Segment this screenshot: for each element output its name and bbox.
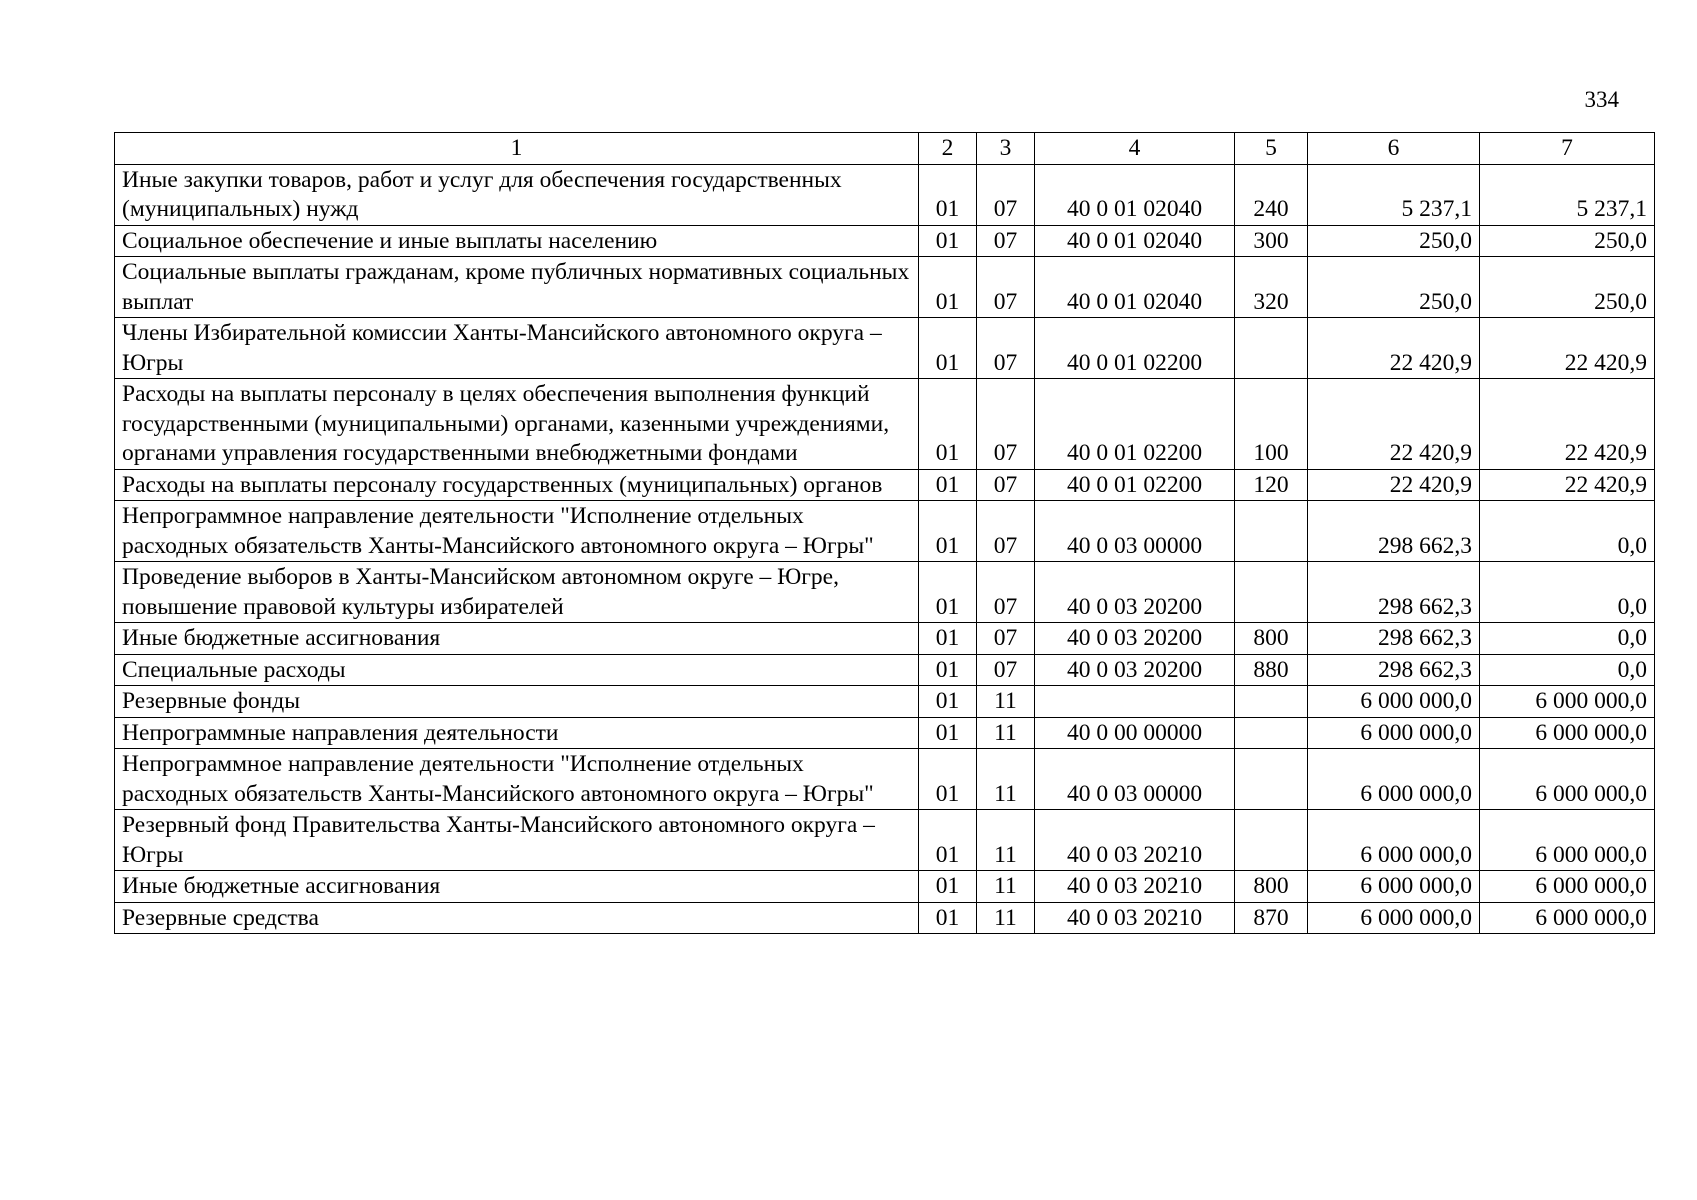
row-section-code: 01	[919, 810, 977, 871]
row-section-code: 01	[919, 164, 977, 225]
table-row	[115, 717, 1655, 749]
column-header-3: 3	[977, 133, 1035, 165]
row-target-article: 40 0 00 00000	[1035, 717, 1235, 749]
row-amount-col6: 250,0	[1308, 225, 1480, 257]
row-amount-col6: 250,0	[1308, 257, 1480, 318]
row-section-code: 01	[919, 902, 977, 934]
table-row	[115, 164, 1655, 225]
column-header-4: 4	[1035, 133, 1235, 165]
row-description: Резервные фонды	[115, 686, 919, 718]
row-expense-type	[1235, 686, 1308, 718]
row-subsection-code: 07	[977, 469, 1035, 501]
row-amount-col7: 250,0	[1480, 225, 1655, 257]
row-amount-col7: 250,0	[1480, 257, 1655, 318]
row-amount-col6: 298 662,3	[1308, 623, 1480, 655]
row-description: Специальные расходы	[115, 654, 919, 686]
row-subsection-code: 07	[977, 501, 1035, 562]
row-amount-col6: 6 000 000,0	[1308, 871, 1480, 903]
row-target-article: 40 0 01 02040	[1035, 257, 1235, 318]
column-header-2: 2	[919, 133, 977, 165]
row-amount-col6: 6 000 000,0	[1308, 902, 1480, 934]
table-row	[115, 379, 1655, 470]
table-row	[115, 686, 1655, 718]
row-amount-col6: 22 420,9	[1308, 318, 1480, 379]
row-subsection-code: 07	[977, 562, 1035, 623]
row-subsection-code: 07	[977, 164, 1035, 225]
row-amount-col7: 6 000 000,0	[1480, 717, 1655, 749]
row-description: Социальные выплаты гражданам, кроме публичных нормативных социальных выплат	[115, 257, 919, 318]
row-description: Непрограммное направление деятельности "Исполнение отдельных расходных обязательств Ханты-Мансийского автономного округа – Югры"	[115, 749, 919, 810]
row-amount-col6: 22 420,9	[1308, 379, 1480, 470]
row-target-article: 40 0 03 20210	[1035, 902, 1235, 934]
column-header-1: 1	[115, 133, 919, 165]
row-description: Резервный фонд Правительства Ханты-Мансийского автономного округа – Югры	[115, 810, 919, 871]
table-row	[115, 623, 1655, 655]
row-section-code: 01	[919, 562, 977, 623]
row-description: Расходы на выплаты персоналу в целях обеспечения выполнения функций государственными (муниципальными) органами, казенными учреждениями, органами управления государственными внебюджетными фондами	[115, 379, 919, 470]
row-expense-type: 100	[1235, 379, 1308, 470]
row-subsection-code: 07	[977, 654, 1035, 686]
row-amount-col7: 0,0	[1480, 562, 1655, 623]
row-amount-col7: 6 000 000,0	[1480, 686, 1655, 718]
row-description: Непрограммное направление деятельности "Исполнение отдельных расходных обязательств Ханты-Мансийского автономного округа – Югры"	[115, 501, 919, 562]
row-expense-type: 800	[1235, 623, 1308, 655]
row-amount-col7: 6 000 000,0	[1480, 749, 1655, 810]
row-amount-col6: 6 000 000,0	[1308, 810, 1480, 871]
row-target-article: 40 0 03 00000	[1035, 501, 1235, 562]
row-amount-col6: 6 000 000,0	[1308, 717, 1480, 749]
column-header-5: 5	[1235, 133, 1308, 165]
row-expense-type	[1235, 749, 1308, 810]
row-description: Непрограммные направления деятельности	[115, 717, 919, 749]
row-section-code: 01	[919, 623, 977, 655]
row-section-code: 01	[919, 717, 977, 749]
row-target-article: 40 0 01 02200	[1035, 318, 1235, 379]
table-row	[115, 562, 1655, 623]
row-section-code: 01	[919, 501, 977, 562]
row-amount-col7: 0,0	[1480, 623, 1655, 655]
table-row	[115, 871, 1655, 903]
row-amount-col6: 5 237,1	[1308, 164, 1480, 225]
row-section-code: 01	[919, 654, 977, 686]
row-subsection-code: 11	[977, 810, 1035, 871]
budget-table	[114, 132, 1655, 934]
row-amount-col7: 22 420,9	[1480, 469, 1655, 501]
row-expense-type	[1235, 318, 1308, 379]
table-row	[115, 469, 1655, 501]
row-amount-col6: 6 000 000,0	[1308, 686, 1480, 718]
row-expense-type: 120	[1235, 469, 1308, 501]
row-expense-type	[1235, 562, 1308, 623]
row-subsection-code: 11	[977, 686, 1035, 718]
row-description: Проведение выборов в Ханты-Мансийском автономном округе – Югре, повышение правовой культуры избирателей	[115, 562, 919, 623]
row-expense-type: 240	[1235, 164, 1308, 225]
table-row	[115, 654, 1655, 686]
row-amount-col6: 298 662,3	[1308, 501, 1480, 562]
table-header-row	[115, 133, 1655, 165]
row-subsection-code: 11	[977, 717, 1035, 749]
row-expense-type	[1235, 717, 1308, 749]
row-expense-type: 300	[1235, 225, 1308, 257]
table-row	[115, 318, 1655, 379]
row-target-article: 40 0 03 20210	[1035, 810, 1235, 871]
table-row	[115, 749, 1655, 810]
row-description: Члены Избирательной комиссии Ханты-Мансийского автономного округа – Югры	[115, 318, 919, 379]
row-amount-col7: 6 000 000,0	[1480, 902, 1655, 934]
row-description: Социальное обеспечение и иные выплаты населению	[115, 225, 919, 257]
row-target-article: 40 0 01 02200	[1035, 379, 1235, 470]
row-section-code: 01	[919, 871, 977, 903]
row-target-article	[1035, 686, 1235, 718]
row-section-code: 01	[919, 257, 977, 318]
row-amount-col7: 0,0	[1480, 654, 1655, 686]
row-amount-col6: 298 662,3	[1308, 654, 1480, 686]
row-amount-col6: 298 662,3	[1308, 562, 1480, 623]
row-amount-col7: 5 237,1	[1480, 164, 1655, 225]
table-row	[115, 225, 1655, 257]
row-section-code: 01	[919, 686, 977, 718]
row-amount-col6: 22 420,9	[1308, 469, 1480, 501]
table-body	[115, 164, 1655, 934]
row-target-article: 40 0 03 20200	[1035, 562, 1235, 623]
row-description: Иные закупки товаров, работ и услуг для обеспечения государственных (муниципальных) нужд	[115, 164, 919, 225]
row-description: Резервные средства	[115, 902, 919, 934]
row-subsection-code: 11	[977, 871, 1035, 903]
row-section-code: 01	[919, 225, 977, 257]
table-row	[115, 902, 1655, 934]
row-target-article: 40 0 03 00000	[1035, 749, 1235, 810]
row-expense-type: 870	[1235, 902, 1308, 934]
row-expense-type	[1235, 810, 1308, 871]
row-subsection-code: 07	[977, 318, 1035, 379]
row-target-article: 40 0 01 02040	[1035, 225, 1235, 257]
row-expense-type: 880	[1235, 654, 1308, 686]
row-description: Иные бюджетные ассигнования	[115, 623, 919, 655]
row-amount-col7: 22 420,9	[1480, 318, 1655, 379]
row-section-code: 01	[919, 749, 977, 810]
row-description: Расходы на выплаты персоналу государственных (муниципальных) органов	[115, 469, 919, 501]
table-row	[115, 810, 1655, 871]
row-target-article: 40 0 03 20210	[1035, 871, 1235, 903]
row-subsection-code: 11	[977, 749, 1035, 810]
row-amount-col7: 0,0	[1480, 501, 1655, 562]
row-target-article: 40 0 03 20200	[1035, 654, 1235, 686]
row-subsection-code: 07	[977, 379, 1035, 470]
row-section-code: 01	[919, 469, 977, 501]
row-section-code: 01	[919, 379, 977, 470]
row-description: Иные бюджетные ассигнования	[115, 871, 919, 903]
row-subsection-code: 11	[977, 902, 1035, 934]
row-subsection-code: 07	[977, 257, 1035, 318]
page-number: 334	[1584, 87, 1619, 112]
row-amount-col7: 22 420,9	[1480, 379, 1655, 470]
row-target-article: 40 0 03 20200	[1035, 623, 1235, 655]
row-amount-col6: 6 000 000,0	[1308, 749, 1480, 810]
row-expense-type: 320	[1235, 257, 1308, 318]
row-expense-type: 800	[1235, 871, 1308, 903]
column-header-6: 6	[1308, 133, 1480, 165]
row-target-article: 40 0 01 02200	[1035, 469, 1235, 501]
row-target-article: 40 0 01 02040	[1035, 164, 1235, 225]
row-amount-col7: 6 000 000,0	[1480, 871, 1655, 903]
row-amount-col7: 6 000 000,0	[1480, 810, 1655, 871]
row-subsection-code: 07	[977, 623, 1035, 655]
row-section-code: 01	[919, 318, 977, 379]
table-row	[115, 257, 1655, 318]
row-expense-type	[1235, 501, 1308, 562]
table-row	[115, 501, 1655, 562]
row-subsection-code: 07	[977, 225, 1035, 257]
column-header-7: 7	[1480, 133, 1655, 165]
